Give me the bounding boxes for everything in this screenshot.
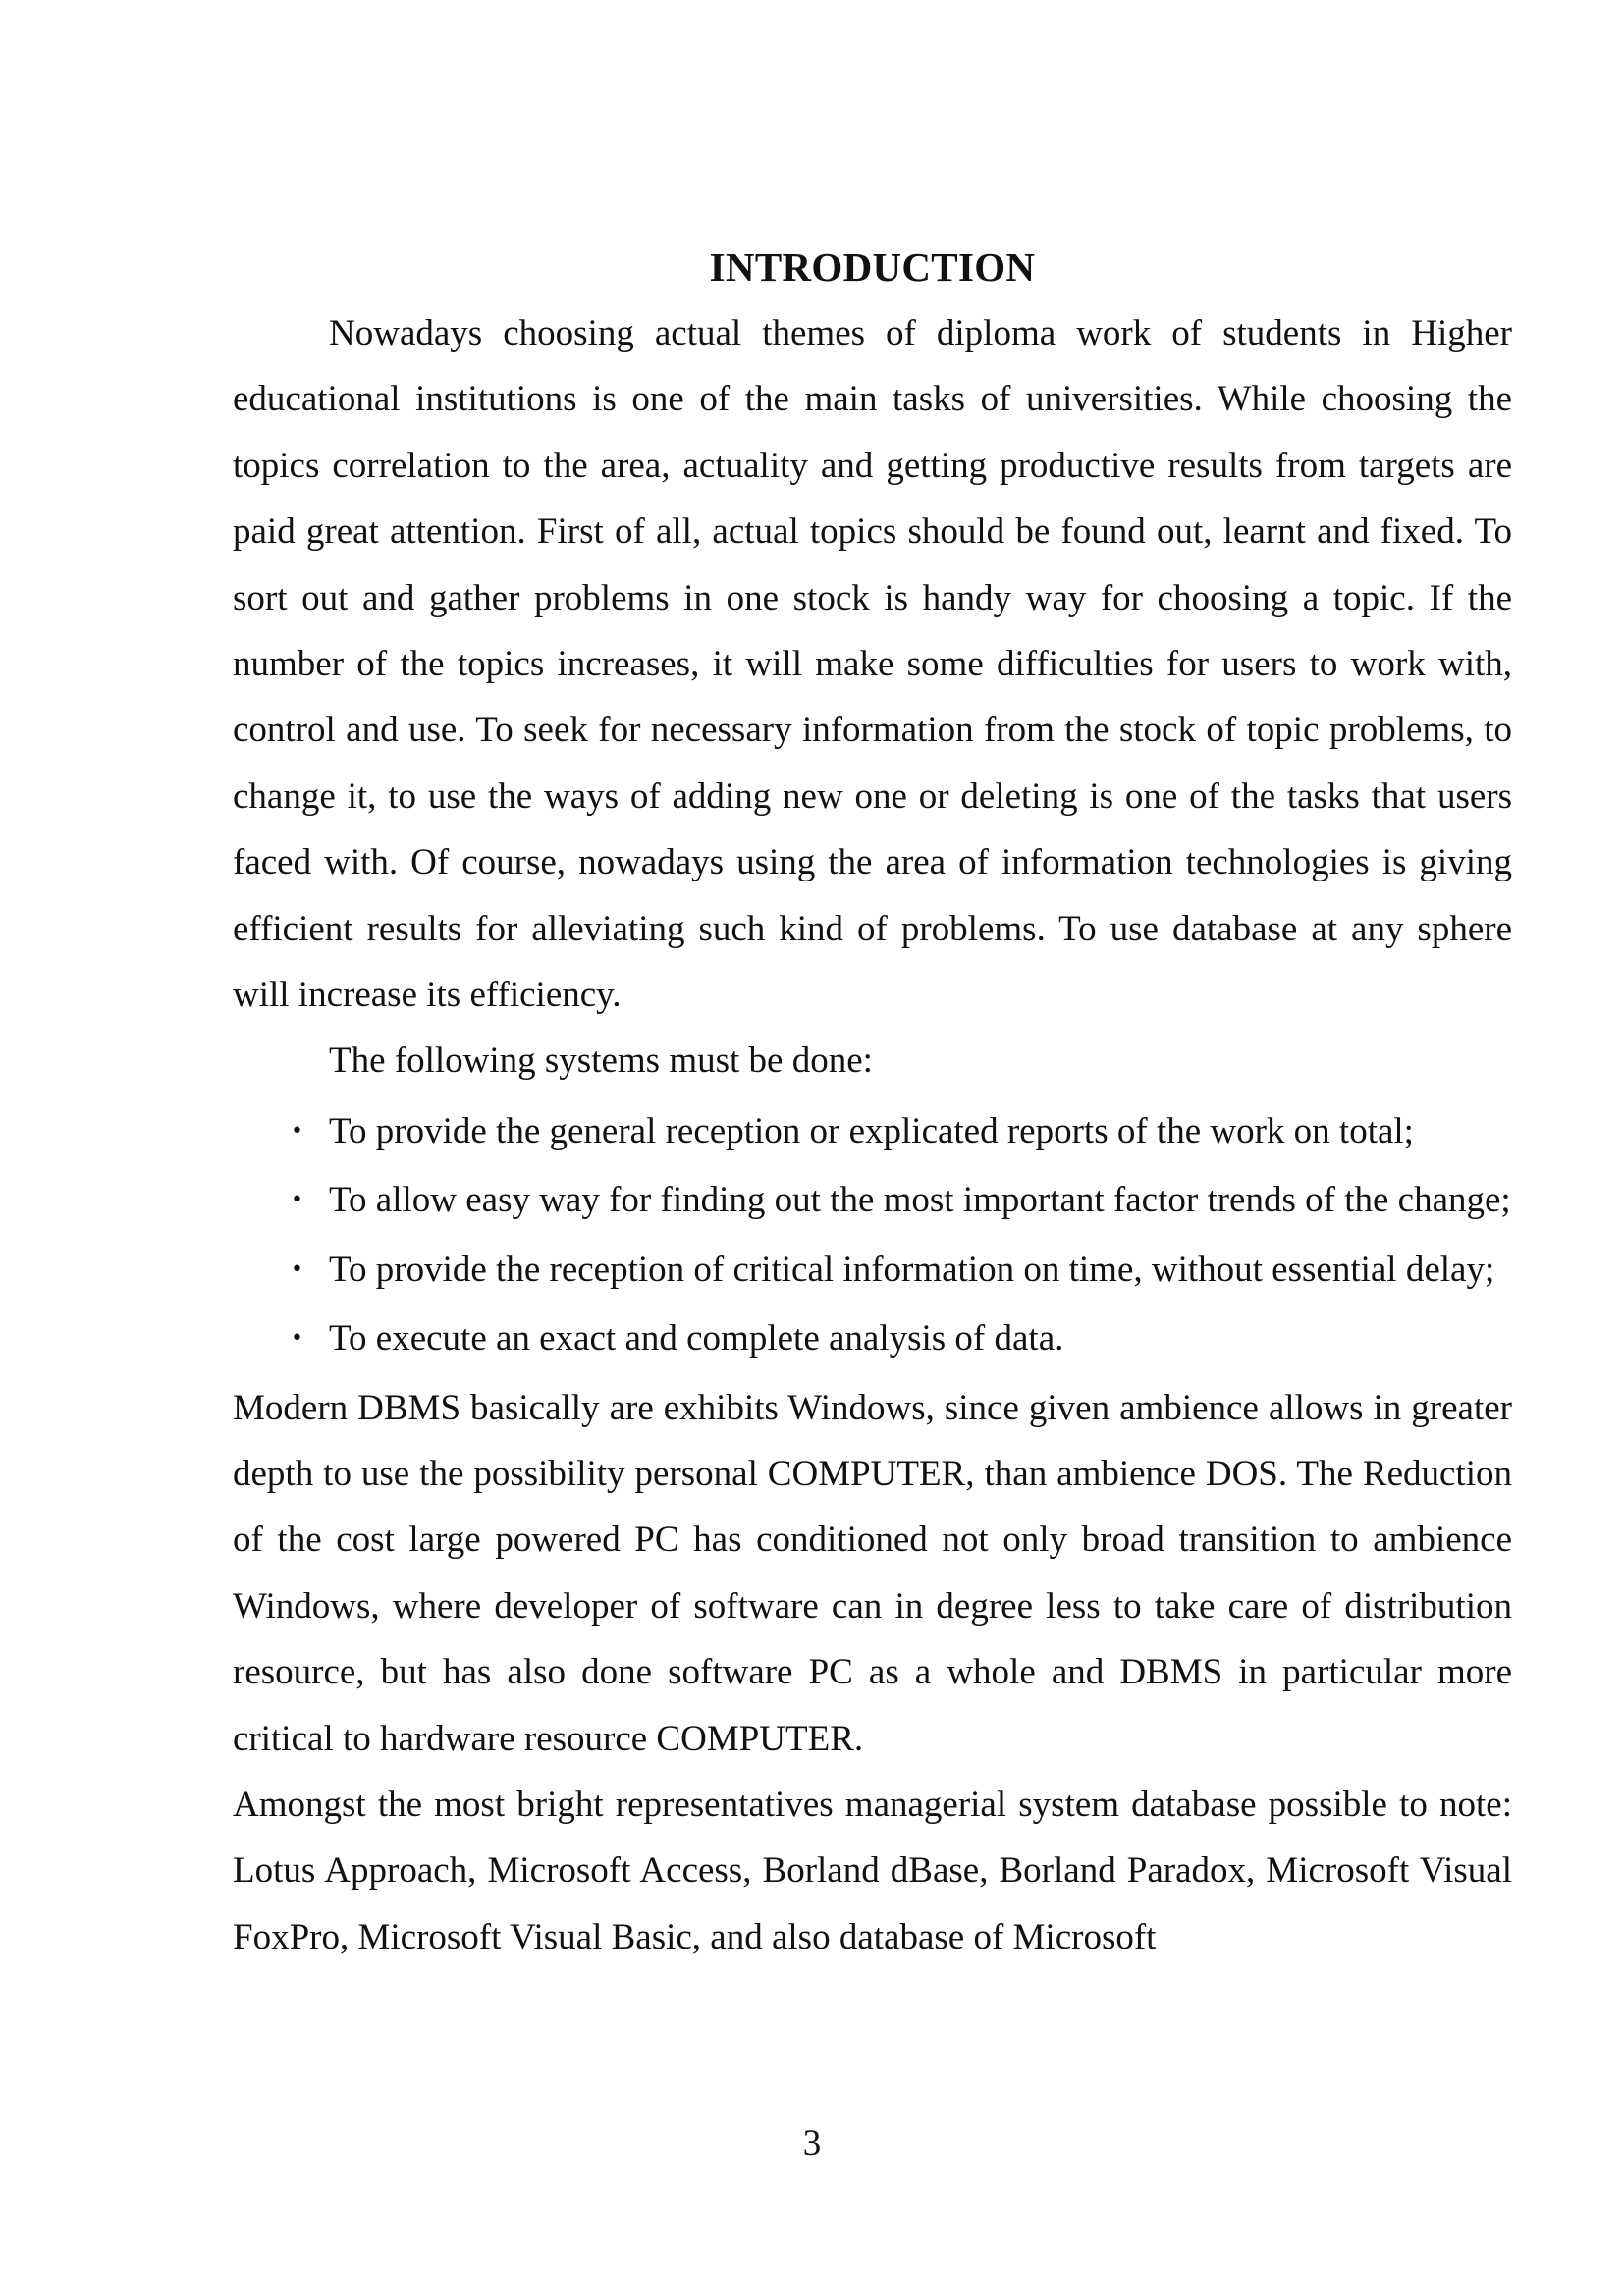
- list-item-text: To allow easy way for finding out the most important factor trends of the change;: [329, 1180, 1511, 1221]
- page-body: [233, 238, 1512, 1970]
- bullet-icon: •: [291, 1188, 303, 1213]
- list-item: [233, 1306, 1512, 1371]
- page-number: 3: [802, 2123, 822, 2163]
- list-intro: The following systems must be done:: [329, 1041, 873, 1082]
- bullet-icon: •: [291, 1326, 303, 1352]
- list-item: [233, 1237, 1512, 1303]
- list-item: [233, 1167, 1512, 1233]
- requirements-list: [233, 1098, 1512, 1372]
- intro-paragraph: Nowadays choosing actual themes of diploma work of students in Higher educational institutions is one of the main tasks of universities. While choosing the topics correlation to the area, actuality and getting productive results from targets are paid great attention. First of all, actual topics should be found out, learnt and fixed. To sort out and gather problems in one stock is handy way for choosing a topic. If the number of the topics increases, it will make some difficulties for users to work with, control and use. To seek for necessary information from the stock of topic problems, to change it, to use the ways of adding new one or deleting is one of the tasks that users faced with. Of course, nowadays using the area of information technologies is giving efficient results for alleviating such kind of problems. To use database at any sphere will increase its efficiency.: [233, 313, 1512, 1016]
- list-item: [233, 1098, 1512, 1164]
- list-item-text: To provide the reception of critical information on time, without essential delay;: [329, 1249, 1495, 1290]
- dbms-examples-paragraph: Amongst the most bright representatives managerial system database possible to note: Lotus Approach, Microsoft Access, Borland dBase, Borland Paradox, Microsoft Visual FoxPro, Microsoft Visual Basic, and also database of Microsoft: [233, 1784, 1512, 1957]
- list-item-text: To execute an exact and complete analysis of data.: [329, 1318, 1064, 1360]
- dbms-paragraph: Modern DBMS basically are exhibits Windows, since given ambience allows in greater depth to use the possibility personal COMPUTER, than ambience DOS. The Reduction of the cost large powered PC has conditioned not only broad transition to ambience Windows, where developer of software can in degree less to take care of distribution resource, but has also done software PC as a whole and DBMS in particular more critical to hardware resource COMPUTER.: [233, 1387, 1512, 1759]
- page-title: INTRODUCTION: [709, 244, 1036, 290]
- bullet-icon: •: [291, 1118, 303, 1144]
- list-item-text: To provide the general reception or explicated reports of the work on total;: [329, 1110, 1414, 1151]
- bullet-icon: •: [291, 1256, 303, 1282]
